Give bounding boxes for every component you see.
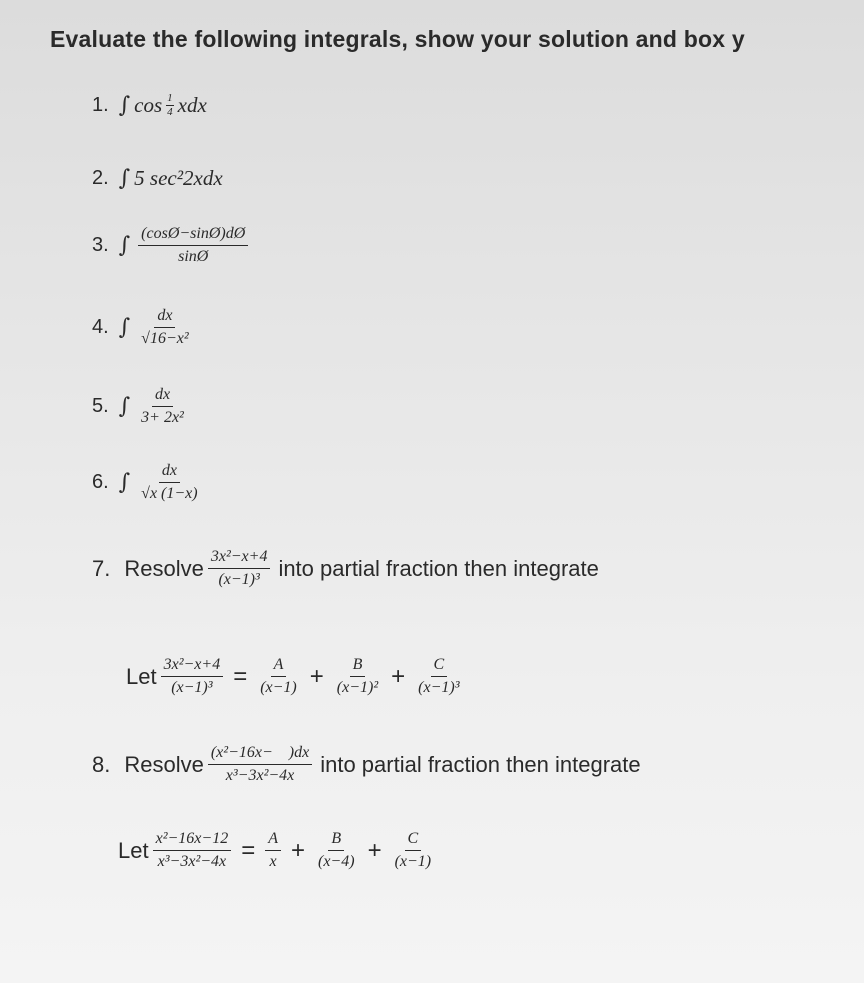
math-text: 5 sec²2xdx [134,166,223,190]
problem-3 [92,225,252,267]
math-text: xdx [177,92,207,117]
plus-sign: + [367,836,382,864]
problem-word: Resolve [124,751,204,777]
denominator: x³−3x²−4x [157,853,227,871]
fraction [138,462,200,504]
denominator: (x−1)³ [218,571,260,589]
problem-instruction: into partial fraction then integrate [278,555,599,581]
numerator: B [328,830,344,851]
numerator: B [350,656,366,677]
denominator: 4 [167,105,173,118]
fraction [334,656,381,698]
problem-2 [92,166,223,191]
integral-sign: ∫ [118,315,131,341]
problem-1 [92,92,207,118]
problem-6 [92,462,205,504]
problem-number: 2. [92,167,109,189]
denominator: (x−4) [318,853,355,871]
numerator: dx [152,386,173,407]
denominator: (x−1) [394,853,432,871]
denominator: sinØ [178,248,209,266]
denominator: √16−x² [141,330,189,348]
fraction [138,307,191,349]
numerator: 3x²−x+4 [208,548,271,569]
numerator: 1 [167,92,173,104]
numerator: (cosØ−sinØ)dØ [138,225,248,246]
denominator: x³−3x²−4x [225,767,295,785]
math-text: cos [134,92,163,117]
problem-4 [92,307,196,349]
numerator: 3x²−x+4 [161,656,224,677]
numerator: x²−16x−12 [153,830,232,851]
problem-7 [92,548,599,590]
integral-sign: ∫ [118,166,131,191]
integral-sign: ∫ [118,92,131,118]
problem-5 [92,386,191,428]
fraction [315,830,358,872]
fraction [265,830,281,872]
numerator: A [265,830,281,851]
plus-sign: + [309,662,324,690]
numerator: (x²−16x− )dx [208,744,312,765]
problem-number: 1. [92,93,109,116]
let-word: Let [118,837,149,863]
equals-sign: = [241,836,256,864]
denominator: (x−1)³ [171,679,213,697]
fraction [257,656,300,698]
fraction [392,830,435,872]
fraction [138,386,187,428]
denominator: x [269,853,277,871]
fraction [208,548,271,590]
problem-instruction: into partial fraction then integrate [320,751,641,777]
denominator: 3+ 2x² [141,409,184,427]
equals-sign: = [233,662,248,690]
fraction [166,92,174,118]
integral-sign: ∫ [118,470,131,496]
fraction [138,225,248,267]
fraction [415,656,462,698]
numerator: C [431,656,448,677]
problem-number: 6. [92,471,109,494]
fraction [161,656,224,698]
denominator: (x−1)³ [418,679,460,697]
plus-sign: + [391,662,406,690]
denominator: √x (1−x) [141,485,198,503]
problem-number: 5. [92,395,109,418]
fraction [208,744,312,786]
worksheet-heading: Evaluate the following integrals, show your solution and box y [50,26,745,52]
integral-sign: ∫ [118,233,131,259]
denominator: (x−1) [260,679,297,697]
problem-word: Resolve [124,555,204,581]
problem-8 [92,744,641,786]
numerator: dx [154,307,175,328]
denominator: (x−1)² [336,679,379,697]
fraction [153,830,232,872]
numerator: dx [159,462,180,483]
partial-fraction-setup-8 [118,830,438,872]
problem-number: 8. [92,751,111,777]
integral-sign: ∫ [118,394,131,420]
numerator: C [405,830,422,851]
plus-sign: + [290,836,305,864]
partial-fraction-setup-7 [126,656,467,698]
problem-number: 4. [92,316,109,339]
problem-number: 7. [92,555,111,581]
let-word: Let [126,663,157,689]
problem-number: 3. [92,234,109,257]
numerator: A [271,656,287,677]
